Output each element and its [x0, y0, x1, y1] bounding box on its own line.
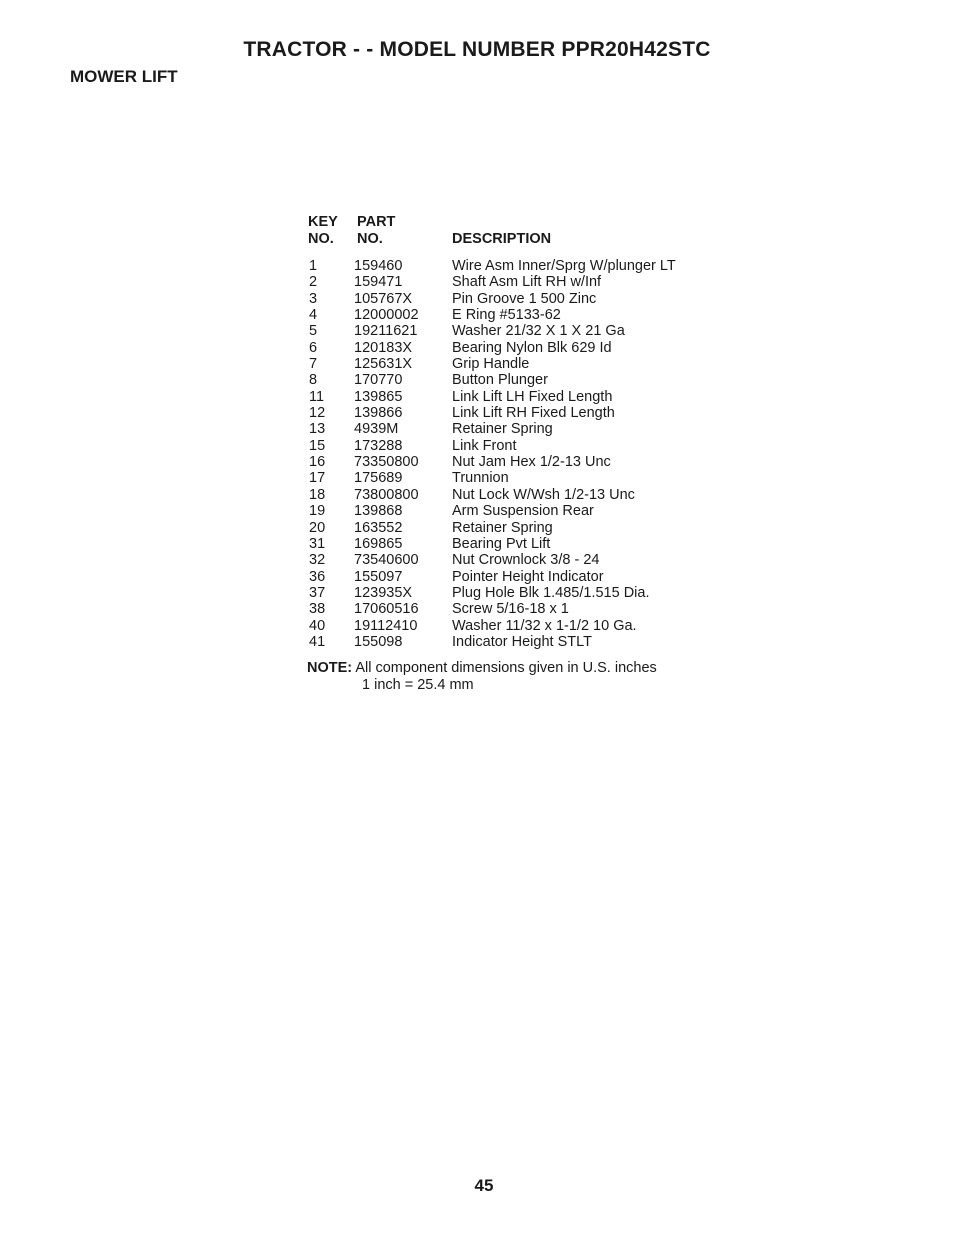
table-row [308, 340, 728, 356]
key-no-cell: 38 [309, 601, 326, 618]
dimensions-note [307, 660, 657, 693]
part-no-cell: 155098 [354, 633, 403, 650]
key-no-header [308, 214, 338, 248]
key-no-cell: 7 [309, 356, 318, 373]
description-cell: Bearing Pvt Lift [452, 535, 551, 552]
part-no-cell: 170770 [354, 372, 403, 389]
table-row [308, 307, 728, 323]
description-cell: Shaft Asm Lift RH w/Inf [452, 274, 602, 291]
parts-list-rows [308, 258, 728, 650]
table-row [308, 487, 728, 503]
key-no-cell: 4 [309, 307, 318, 324]
table-row [308, 323, 728, 339]
part-no-cell: 139865 [354, 388, 403, 405]
key-no-cell: 15 [309, 437, 326, 454]
description-cell: Plug Hole Blk 1.485/1.515 Dia. [452, 584, 650, 601]
table-row [308, 291, 728, 307]
description-cell: Nut Crownlock 3/8 - 24 [452, 552, 600, 569]
table-row [308, 503, 728, 519]
key-no-cell: 41 [309, 633, 326, 650]
table-row [308, 356, 728, 372]
description-cell: E Ring #5133-62 [452, 307, 561, 324]
key-no-cell: 13 [309, 421, 326, 438]
part-no-header [357, 214, 395, 248]
key-no-cell: 2 [309, 274, 318, 291]
key-no-cell: 16 [309, 454, 326, 471]
page-number: 45 [474, 1176, 494, 1195]
key-header-line2: NO. [308, 231, 334, 247]
table-row [308, 470, 728, 486]
description-cell: Link Front [452, 437, 517, 454]
note-label: NOTE: [307, 660, 353, 676]
part-no-cell: 4939M [354, 421, 399, 438]
table-row [308, 618, 728, 634]
key-no-cell: 32 [309, 552, 326, 569]
table-row [308, 258, 728, 274]
table-row [308, 274, 728, 290]
part-no-cell: 159471 [354, 274, 403, 291]
description-cell: Washer 11/32 x 1-1/2 10 Ga. [452, 617, 637, 634]
table-row [308, 372, 728, 388]
table-row [308, 552, 728, 568]
table-row [308, 601, 728, 617]
part-no-cell: 19211621 [354, 323, 418, 340]
page-title: TRACTOR - - MODEL NUMBER PPR20H42STC [243, 38, 711, 61]
table-row [308, 585, 728, 601]
key-no-cell: 3 [309, 290, 318, 307]
part-no-cell: 163552 [354, 519, 403, 536]
table-row [308, 454, 728, 470]
description-cell: Bearing Nylon Blk 629 Id [452, 339, 612, 356]
description-cell: Trunnion [452, 470, 509, 487]
part-no-cell: 73800800 [354, 486, 419, 503]
table-row [308, 634, 728, 650]
part-no-cell: 120183X [354, 339, 413, 356]
part-no-cell: 19112410 [354, 617, 418, 634]
part-no-cell: 73350800 [354, 454, 419, 471]
parts-list [308, 214, 728, 650]
key-no-cell: 20 [309, 519, 326, 536]
key-no-cell: 18 [309, 486, 326, 503]
key-no-cell: 6 [309, 339, 318, 356]
description-cell: Screw 5/16-18 x 1 [452, 601, 569, 618]
table-row [308, 389, 728, 405]
note-line-1: All component dimensions given in U.S. inches [355, 660, 657, 676]
table-row [308, 421, 728, 437]
description-cell: Grip Handle [452, 356, 530, 373]
key-no-cell: 36 [309, 568, 326, 585]
part-no-cell: 125631X [354, 356, 413, 373]
description-cell: Nut Lock W/Wsh 1/2-13 Unc [452, 486, 635, 503]
key-no-cell: 8 [309, 372, 318, 389]
part-no-cell: 175689 [354, 470, 403, 487]
description-cell: Retainer Spring [452, 421, 553, 438]
key-no-cell: 1 [309, 258, 318, 274]
description-cell: Link Lift RH Fixed Length [452, 405, 615, 422]
description-cell: Link Lift LH Fixed Length [452, 388, 613, 405]
description-cell: Retainer Spring [452, 519, 553, 536]
description-cell: Pointer Height Indicator [452, 568, 604, 585]
table-row [308, 438, 728, 454]
part-no-cell: 155097 [354, 568, 403, 585]
part-no-cell: 173288 [354, 437, 403, 454]
key-header-line1: KEY [308, 214, 338, 230]
part-no-cell: 139866 [354, 405, 403, 422]
description-cell: Nut Jam Hex 1/2-13 Unc [452, 454, 611, 471]
part-no-cell: 17060516 [354, 601, 419, 618]
part-no-cell: 159460 [354, 258, 403, 274]
part-no-cell: 12000002 [354, 307, 419, 324]
key-no-cell: 5 [309, 323, 318, 340]
parts-list-header [308, 214, 728, 250]
table-row [308, 569, 728, 585]
key-no-cell: 37 [309, 584, 326, 601]
key-no-cell: 19 [309, 503, 326, 520]
description-cell: Button Plunger [452, 372, 548, 389]
description-cell: Arm Suspension Rear [452, 503, 594, 520]
section-heading: MOWER LIFT [70, 67, 178, 86]
key-no-cell: 40 [309, 617, 326, 634]
part-no-cell: 139868 [354, 503, 403, 520]
part-no-cell: 169865 [354, 535, 403, 552]
part-header-line2: NO. [357, 231, 383, 247]
key-no-cell: 17 [309, 470, 326, 487]
description-cell: Wire Asm Inner/Sprg W/plunger LT [452, 258, 676, 274]
description-cell: Washer 21/32 X 1 X 21 Ga [452, 323, 625, 340]
part-no-cell: 105767X [354, 290, 413, 307]
table-row [308, 405, 728, 421]
part-header-line1: PART [357, 214, 396, 230]
table-row [308, 520, 728, 536]
table-row [308, 536, 728, 552]
description-cell: Indicator Height STLT [452, 633, 592, 650]
part-no-cell: 123935X [354, 584, 413, 601]
note-line-2: 1 inch = 25.4 mm [362, 676, 474, 693]
description-cell: Pin Groove 1 500 Zinc [452, 290, 597, 307]
key-no-cell: 11 [309, 388, 325, 405]
part-no-cell: 73540600 [354, 552, 419, 569]
key-no-cell: 31 [309, 535, 326, 552]
key-no-cell: 12 [309, 405, 326, 422]
description-header: DESCRIPTION [452, 231, 552, 247]
